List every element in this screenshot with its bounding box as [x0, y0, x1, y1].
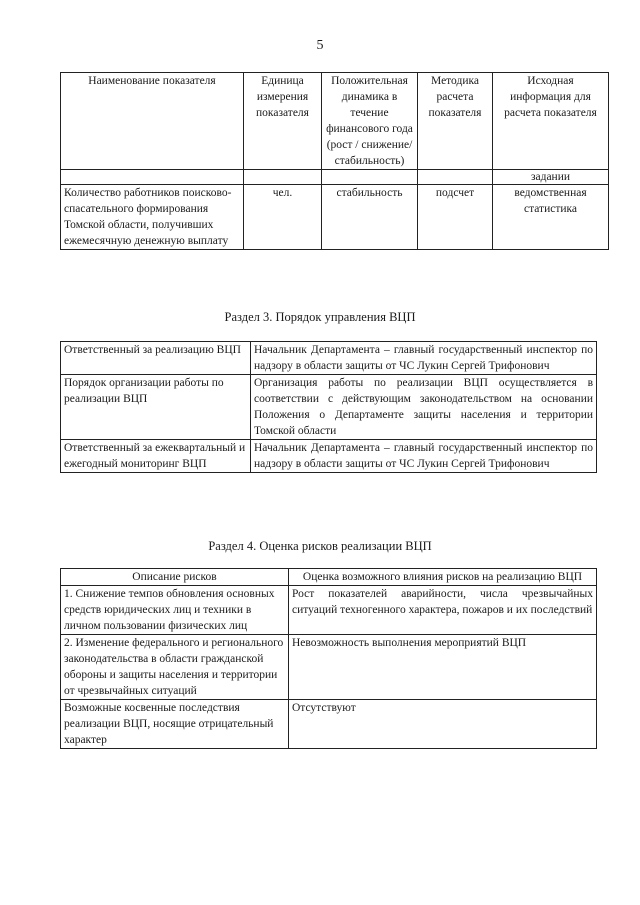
- header-risk-impact: Оценка возможного влияния рисков на реализацию ВЦП: [289, 569, 597, 586]
- management-value: Начальник Департамента – главный государственный инспектор по надзору в области защиты от ЧС Лукин Сергей Трифонович: [251, 342, 597, 375]
- table-row: [61, 700, 597, 749]
- indicator-method: подсчет: [418, 185, 493, 250]
- header-method: Методика расчета показателя: [418, 73, 493, 170]
- table-header-row: [61, 569, 597, 586]
- table-row: [61, 185, 609, 250]
- management-label: Ответственный за ежеквартальный и ежегодный мониторинг ВЦП: [61, 440, 251, 473]
- table-row: [61, 170, 609, 185]
- risk-description: 2. Изменение федерального и регионального законодательства в области гражданской обороны и защиты населения и территории от чрезвычайных ситуаций: [61, 635, 289, 700]
- indicator-name: Количество работников поисково-спасательного формирования Томской области, получивших ежемесячную денежную выплату: [61, 185, 244, 250]
- header-source: Исходная информация для расчета показателя: [493, 73, 609, 170]
- section4-title: Раздел 4. Оценка рисков реализации ВЦП: [208, 539, 432, 553]
- risks-table: [60, 568, 597, 749]
- header-dynamics: Положительная динамика в течение финансового года (рост / снижение/ стабильность): [322, 73, 418, 170]
- table-row: [61, 586, 597, 635]
- table-row: [61, 440, 597, 473]
- continuation-text: задании: [493, 170, 609, 185]
- table-row: [61, 342, 597, 375]
- table-row: [61, 375, 597, 440]
- risk-description: Возможные косвенные последствия реализации ВЦП, носящие отрицательный характер: [61, 700, 289, 749]
- header-unit: Единица измерения показателя: [244, 73, 322, 170]
- section3-title: Раздел 3. Порядок управления ВЦП: [224, 310, 416, 324]
- table-header-row: [61, 73, 609, 170]
- risk-impact: Отсутствуют: [289, 700, 597, 749]
- management-table: [60, 341, 597, 473]
- indicator-unit: чел.: [244, 185, 322, 250]
- risk-impact: Рост показателей аварийности, числа чрезвычайных ситуаций техногенного характера, пожаров и их последствий: [289, 586, 597, 635]
- header-indicator-name: Наименование показателя: [61, 73, 244, 170]
- table-row: [61, 635, 597, 700]
- management-label: Ответственный за реализацию ВЦП: [61, 342, 251, 375]
- management-value: Организация работы по реализации ВЦП осуществляется в соответствии с действующим законодательством на основании Положения о Департаменте защиты населения и территории Томской области: [251, 375, 597, 440]
- indicators-table: [60, 72, 609, 250]
- indicator-dynamics: стабильность: [322, 185, 418, 250]
- risk-impact: Невозможность выполнения мероприятий ВЦП: [289, 635, 597, 700]
- management-value: Начальник Департамента – главный государственный инспектор по надзору в области защиты от ЧС Лукин Сергей Трифонович: [251, 440, 597, 473]
- page-number: 5: [316, 38, 324, 53]
- indicator-source: ведомственная статистика: [493, 185, 609, 250]
- header-risk-description: Описание рисков: [61, 569, 289, 586]
- management-label: Порядок организации работы по реализации ВЦП: [61, 375, 251, 440]
- risk-description: 1. Снижение темпов обновления основных средств юридических лиц и техники в личном пользовании физических лиц: [61, 586, 289, 635]
